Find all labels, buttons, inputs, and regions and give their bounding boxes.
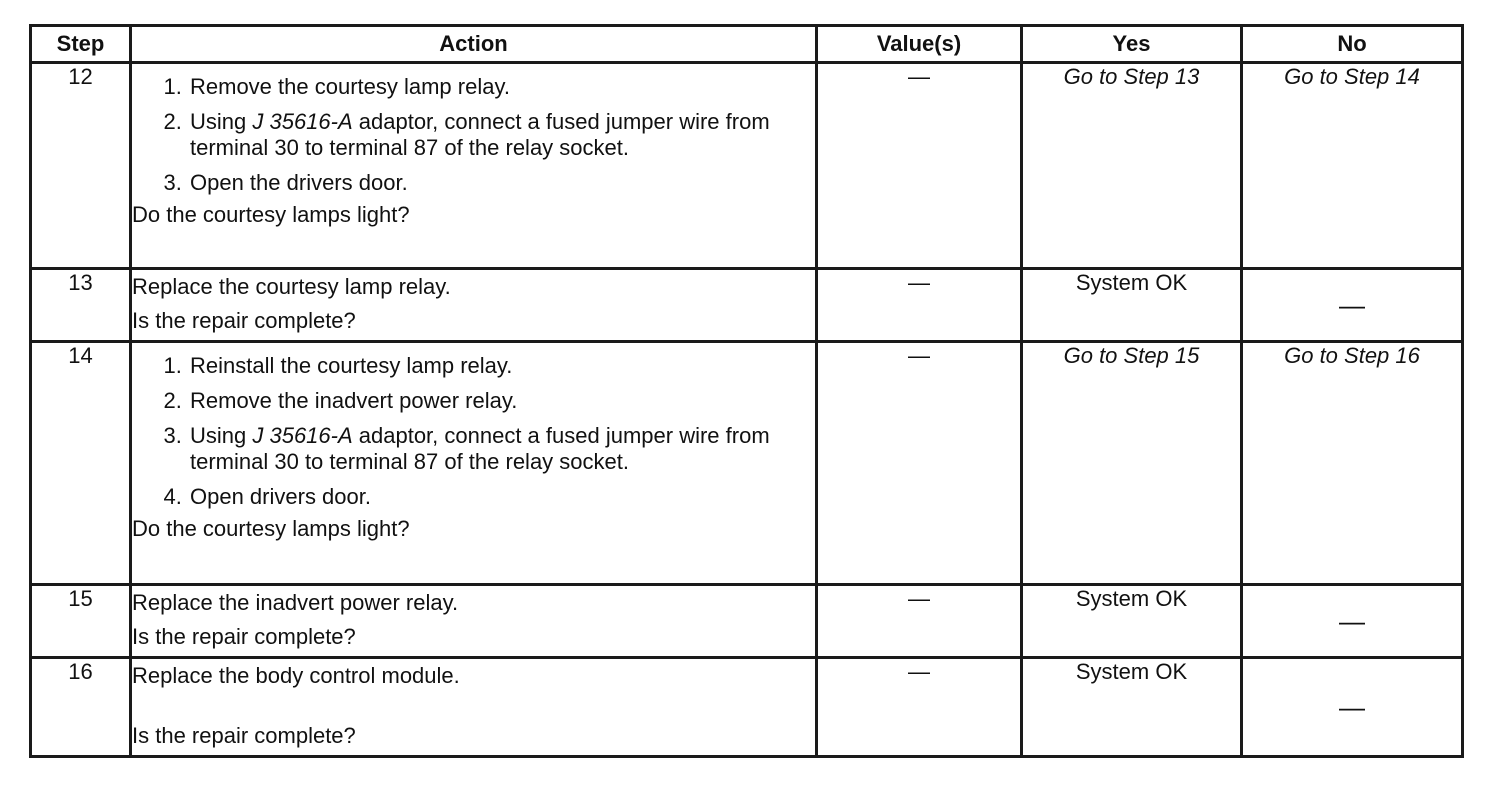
no-cell: — bbox=[1242, 658, 1463, 757]
action-question: Do the courtesy lamps light? bbox=[132, 202, 410, 227]
action-steps bbox=[132, 74, 815, 196]
value-cell: — bbox=[817, 269, 1022, 342]
yes-cell: System OK bbox=[1022, 585, 1242, 658]
spacer bbox=[132, 689, 815, 723]
action-step: 2. Remove the inadvert power relay. bbox=[188, 388, 815, 414]
action-step: 3. Using J 35616-A adaptor, connect a fused jumper wire from terminal 30 to terminal 87 of the relay socket. bbox=[188, 423, 815, 475]
header-values: Value(s) bbox=[817, 26, 1022, 63]
yes-cell: System OK bbox=[1022, 658, 1242, 757]
action-text: Replace the inadvert power relay. bbox=[132, 590, 459, 615]
action-step: 1. Remove the courtesy lamp relay. bbox=[188, 74, 815, 100]
step-number: 12 bbox=[31, 63, 131, 269]
value-cell: — bbox=[817, 658, 1022, 757]
action-cell bbox=[131, 585, 817, 658]
table-row bbox=[31, 342, 1463, 585]
no-cell: — bbox=[1242, 585, 1463, 658]
diagnostic-table bbox=[29, 24, 1464, 758]
action-step: 2. Using J 35616-A adaptor, connect a fused jumper wire from terminal 30 to terminal 87 of the relay socket. bbox=[188, 109, 815, 161]
table-row bbox=[31, 269, 1463, 342]
value-cell: — bbox=[817, 63, 1022, 269]
action-step: 3. Open the drivers door. bbox=[188, 170, 815, 196]
step-number: 15 bbox=[31, 585, 131, 658]
step-number: 16 bbox=[31, 658, 131, 757]
header-no: No bbox=[1242, 26, 1463, 63]
no-cell: Go to Step 14 bbox=[1242, 63, 1463, 269]
table-row bbox=[31, 585, 1463, 658]
action-step: 4. Open drivers door. bbox=[188, 484, 815, 510]
tool-reference: J 35616-A bbox=[252, 423, 353, 448]
no-cell: — bbox=[1242, 269, 1463, 342]
action-cell bbox=[131, 63, 817, 269]
action-text: Replace the courtesy lamp relay. bbox=[132, 274, 451, 299]
action-question: Is the repair complete? bbox=[132, 624, 356, 649]
yes-cell: System OK bbox=[1022, 269, 1242, 342]
no-cell: Go to Step 16 bbox=[1242, 342, 1463, 585]
action-question: Do the courtesy lamps light? bbox=[132, 516, 410, 541]
step-number: 13 bbox=[31, 269, 131, 342]
action-cell bbox=[131, 269, 817, 342]
value-cell: — bbox=[817, 585, 1022, 658]
table-row bbox=[31, 63, 1463, 269]
yes-cell: Go to Step 13 bbox=[1022, 63, 1242, 269]
header-step: Step bbox=[31, 26, 131, 63]
action-question: Is the repair complete? bbox=[132, 723, 356, 748]
step-number: 14 bbox=[31, 342, 131, 585]
action-step: 1. Reinstall the courtesy lamp relay. bbox=[188, 353, 815, 379]
header-yes: Yes bbox=[1022, 26, 1242, 63]
action-cell bbox=[131, 658, 817, 757]
yes-cell: Go to Step 15 bbox=[1022, 342, 1242, 585]
action-cell bbox=[131, 342, 817, 585]
table-row bbox=[31, 658, 1463, 757]
action-text: Replace the body control module. bbox=[132, 663, 460, 688]
header-action: Action bbox=[131, 26, 817, 63]
value-cell: — bbox=[817, 342, 1022, 585]
action-steps bbox=[132, 353, 815, 510]
header-row bbox=[31, 26, 1463, 63]
tool-reference: J 35616-A bbox=[252, 109, 353, 134]
action-question: Is the repair complete? bbox=[132, 308, 356, 333]
